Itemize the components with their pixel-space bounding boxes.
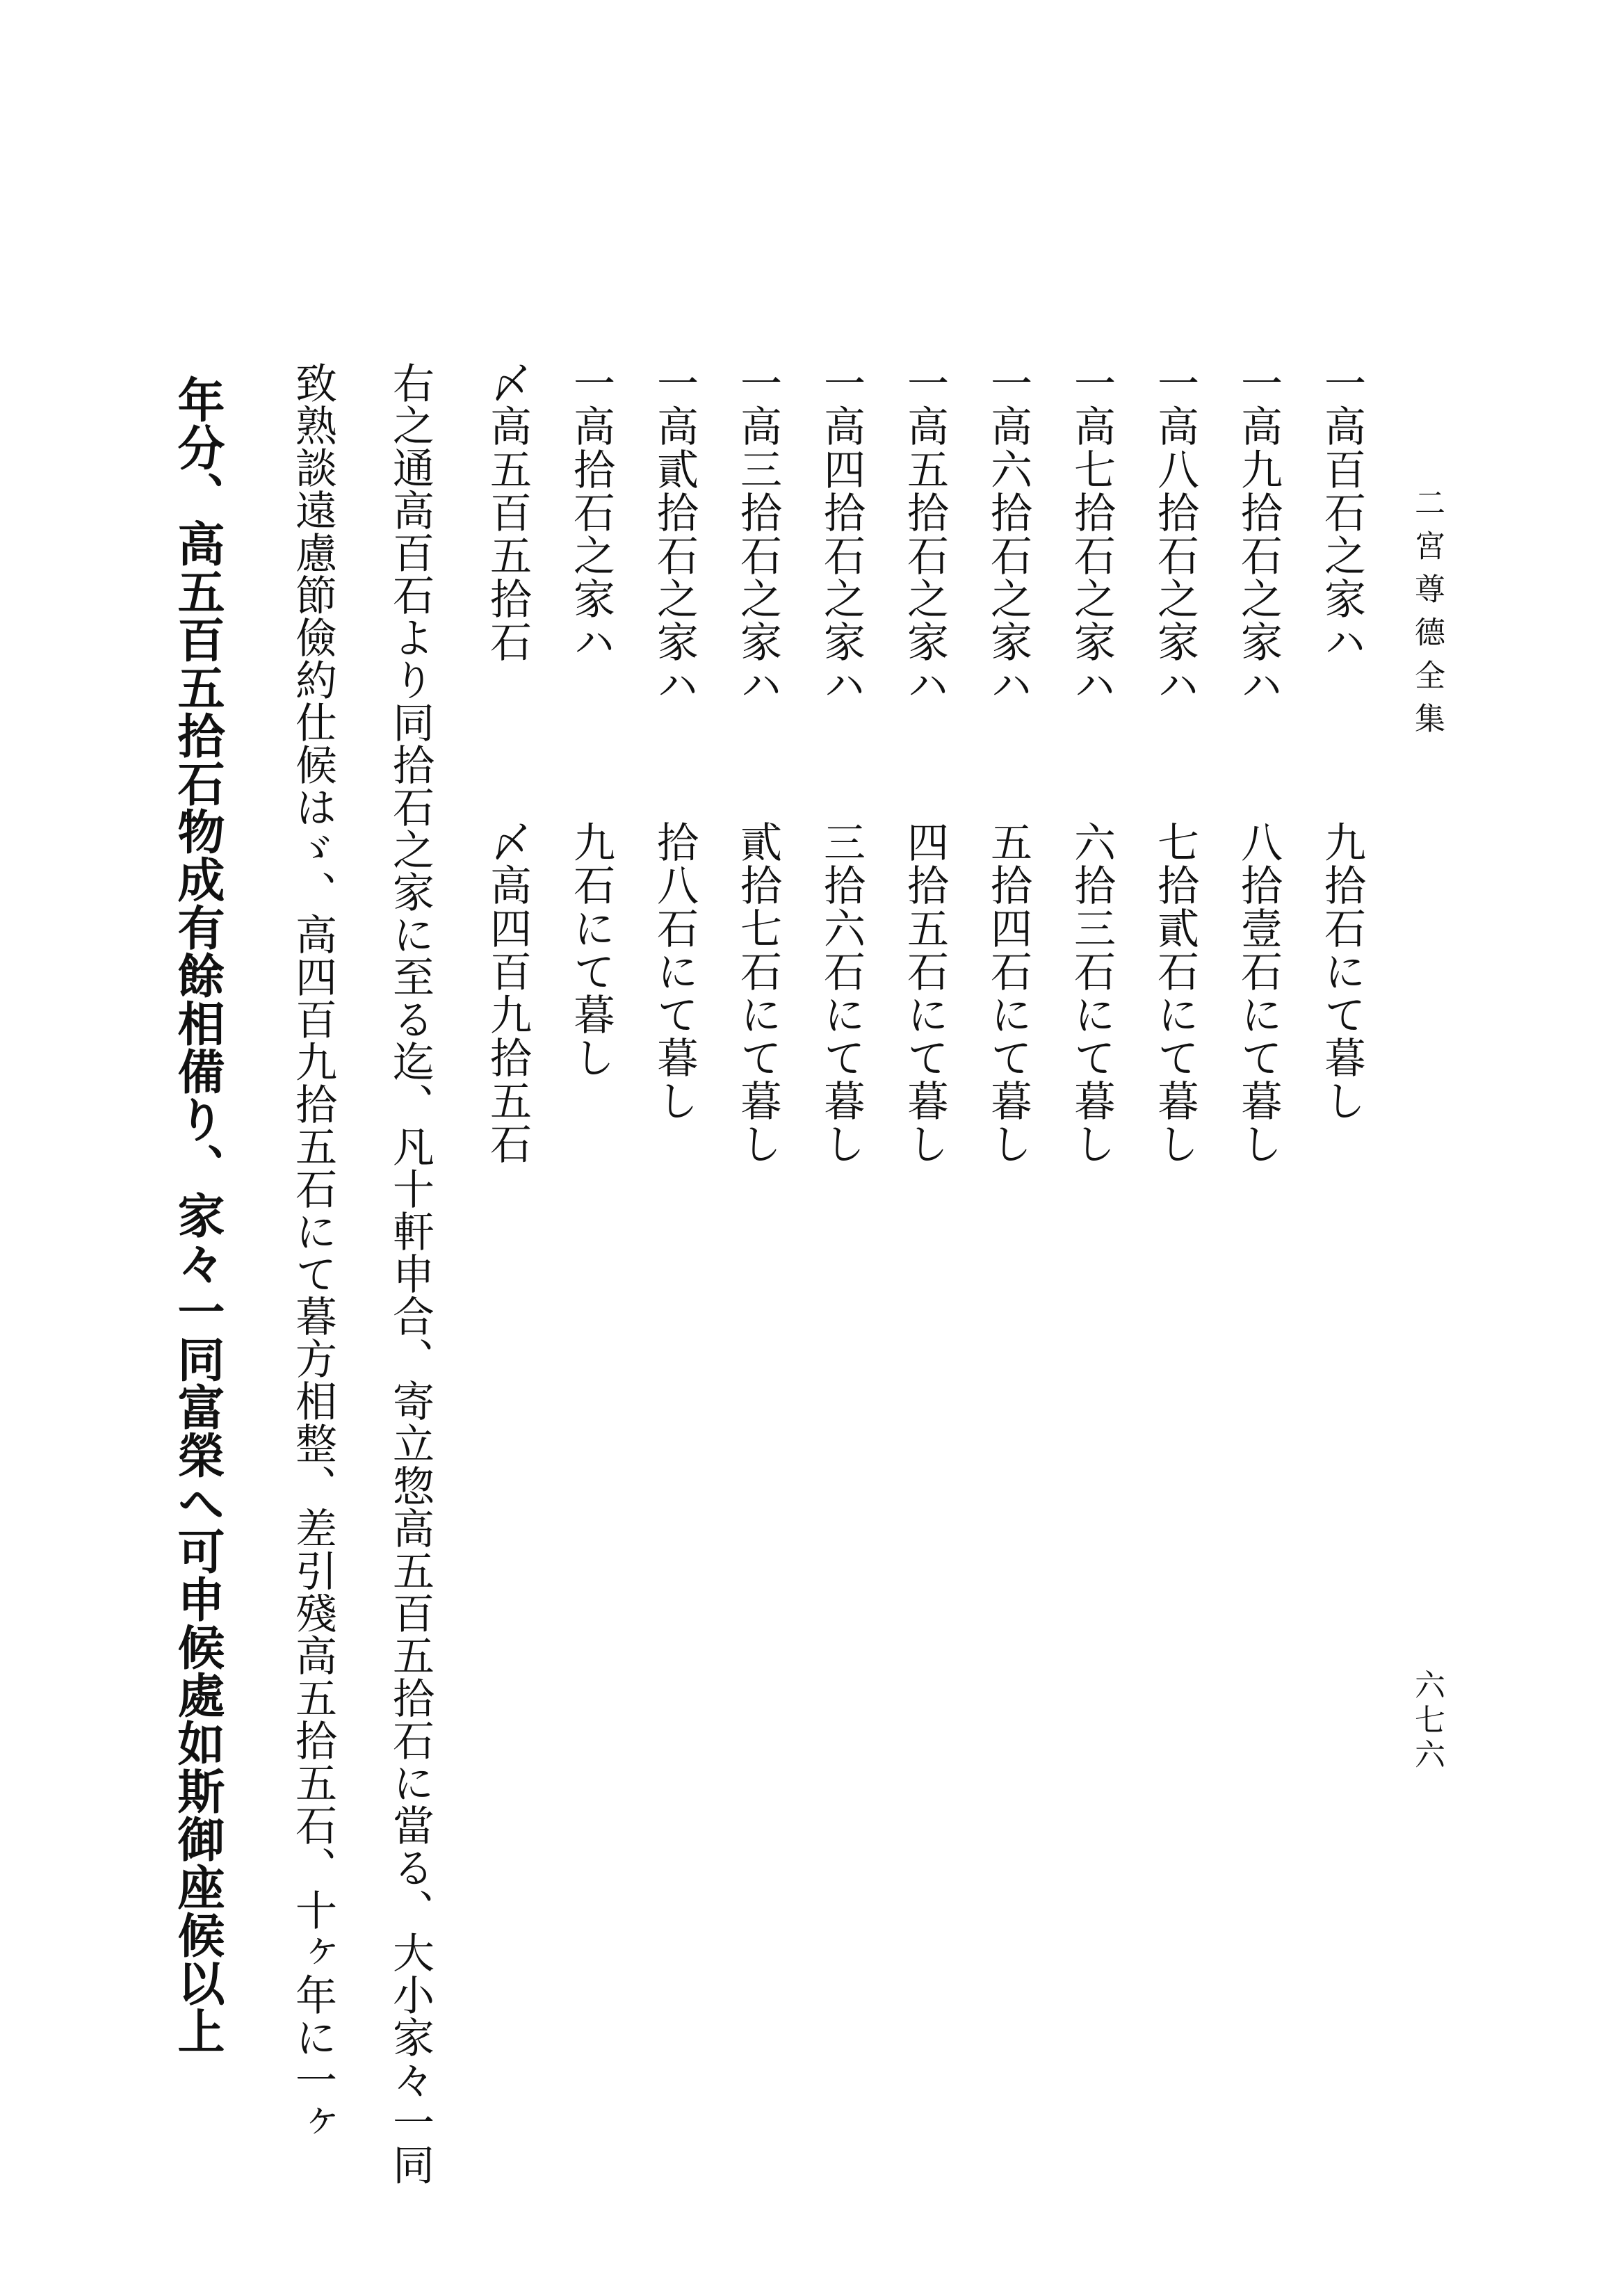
row-tail: 五拾四石にて暮し [984, 821, 1032, 1165]
row-head: 一高九拾石之家ハ [1234, 362, 1283, 707]
row-tail: 貳拾七石にて暮し [733, 821, 782, 1165]
running-header: 二宮尊德全集 [1409, 487, 1445, 745]
row-tail: 六拾三石にて暮し [1067, 821, 1116, 1165]
row-tail: 七拾貳石にて暮し [1151, 821, 1199, 1165]
body-line: 致熟談遠慮節儉約仕候はゞ、高四百九拾五石にて暮方相整、差引殘高五拾五石、十ヶ年に一ヶ [289, 362, 337, 2143]
row-head: 一高貳拾石之家ハ [650, 362, 699, 707]
body-line: 右之通高百石より同拾石之家に至る迄、凡十軒申合、寄立惣高五百五拾石に當る、大小家々一同 [386, 362, 435, 2186]
row-tail: 拾八石にて暮し [650, 821, 699, 1122]
row-head: 一高七拾石之家ハ [1067, 362, 1116, 707]
row-head: 一高拾石之家ハ [567, 362, 615, 663]
closing-line: 年分、高五百五拾石物成有餘相備り、家々一同富榮へ可申候處如斯御座候以上 [170, 376, 225, 2055]
row-tail: 九拾石にて暮し [1317, 821, 1366, 1122]
row-head: 一高三拾石之家ハ [733, 362, 782, 707]
row-head: 一高五拾石之家ハ [900, 362, 949, 707]
row-head: 一高四拾石之家ハ [817, 362, 866, 707]
row-head: 一高八拾石之家ハ [1151, 362, 1199, 707]
row-tail: 八拾壹石にて暮し [1234, 821, 1283, 1165]
total-head: 〆高五百五拾石 [483, 362, 532, 663]
page-number: 六七六 [1409, 1669, 1445, 1773]
row-head: 一高六拾石之家ハ [984, 362, 1032, 707]
row-tail: 三拾六石にて暮し [817, 821, 866, 1165]
row-tail: 九石にて暮し [567, 821, 615, 1079]
row-head: 一高百石之家ハ [1317, 362, 1366, 663]
row-tail: 四拾五石にて暮し [900, 821, 949, 1165]
total-tail: 〆高四百九拾五石 [483, 821, 532, 1165]
